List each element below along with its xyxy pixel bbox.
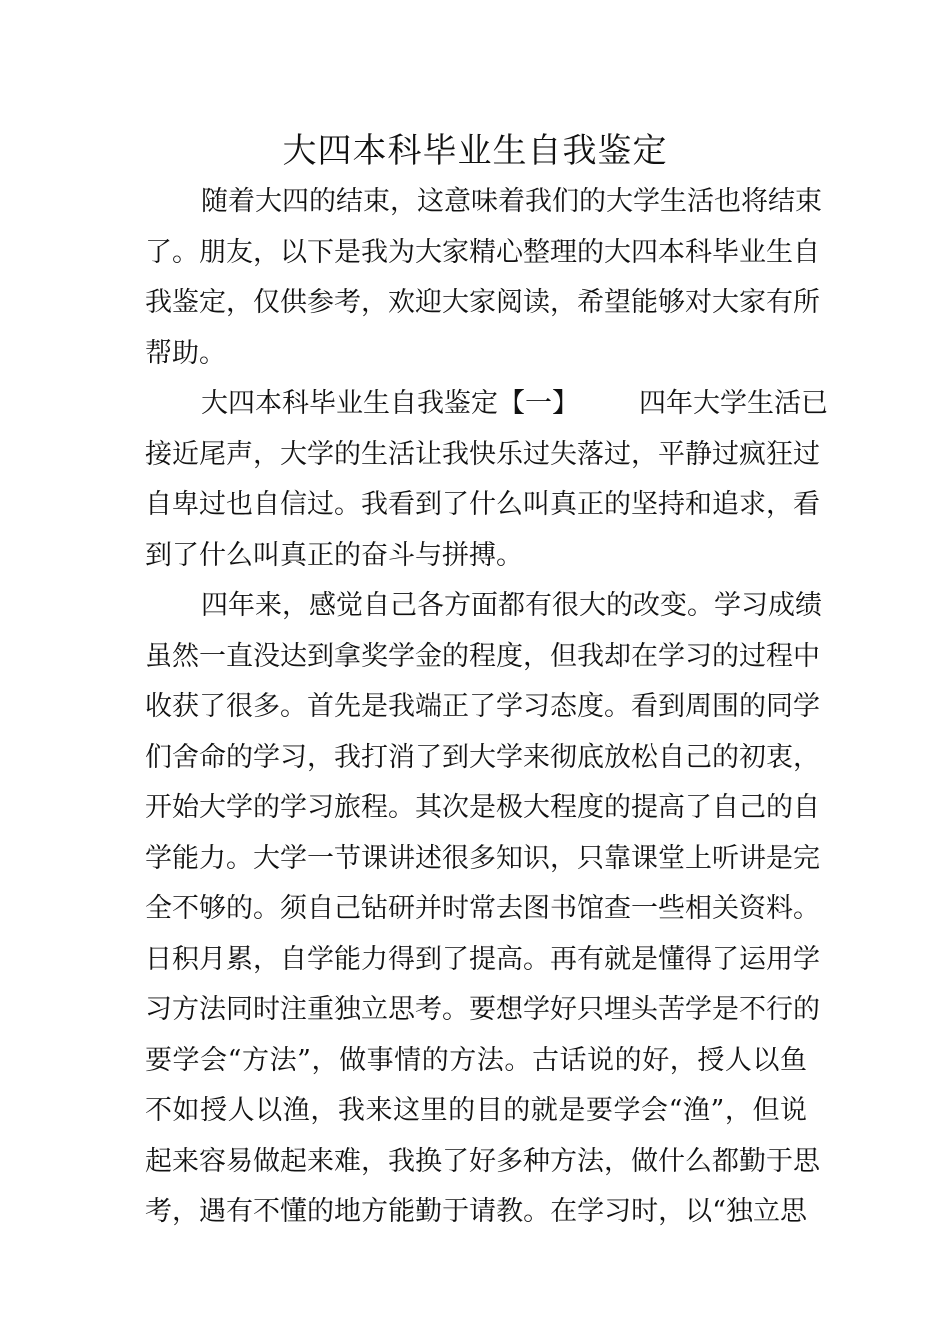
document-title: 大四本科毕业生自我鉴定 [282,131,668,171]
paragraph-2-line-3: 自卑过也自信过。我看到了什么叫真正的坚持和追求，看 [145,489,820,520]
paragraph-1-line-4: 帮助。 [145,337,226,369]
paragraph-2-line-2: 接近尾声，大学的生活让我快乐过失落过，平静过疯狂过 [145,438,820,470]
paragraph-1-line-3: 我鉴定，仅供参考，欢迎大家阅读，希望能够对大家有所 [145,287,820,318]
paragraph-2-first-line-rest: 四年大学生活已 [639,388,828,419]
paragraph-3-line-8: 日积月累，自学能力得到了提高。再有就是懂得了运用学 [145,943,820,975]
paragraph-3-line-11: 不如授人以渔，我来这里的目的就是要学会“渔”，但说 [145,1095,807,1126]
paragraph-2-line-4: 到了什么叫真正的奋斗与拼搏。 [145,539,523,571]
paragraph-3-line-1: 四年来，感觉自己各方面都有很大的改变。学习成绩 [201,590,822,621]
section-heading-1: 大四本科毕业生自我鉴定【一】 [201,388,579,419]
paragraph-3-line-7: 全不够的。须自己钻研并时常去图书馆查一些相关资料。 [145,893,820,924]
paragraph-3-line-6: 学能力。大学一节课讲述很多知识，只靠课堂上听讲是完 [145,842,820,874]
paragraph-2-line-1 [145,379,828,430]
paragraph-1-line-1: 随着大四的结束，这意味着我们的大学生活也将结束 [201,186,822,217]
paragraph-3-line-5: 开始大学的学习旅程。其次是极大程度的提高了自己的自 [145,792,820,823]
paragraph-1-line-2: 了。朋友，以下是我为大家精心整理的大四本科毕业生自 [145,236,820,268]
document-body [145,177,828,1238]
paragraph-3-line-9: 习方法同时注重独立思考。要想学好只埋头苦学是不行的 [145,994,820,1025]
paragraph-3-line-10: 要学会“方法”，做事情的方法。古话说的好，授人以鱼 [145,1044,807,1076]
paragraph-3-line-2: 虽然一直没达到拿奖学金的程度，但我却在学习的过程中 [145,640,820,672]
paragraph-3-line-12: 起来容易做起来难，我换了好多种方法，做什么都勤于思 [145,1145,820,1177]
paragraph-3-line-13: 考，遇有不懂的地方能勤于请教。在学习时，以“独立思 [145,1196,807,1227]
paragraph-3-line-4: 们舍命的学习，我打消了到大学来彻底放松自己的初衷， [145,741,820,773]
paragraph-3-line-3: 收获了很多。首先是我端正了学习态度。看到周围的同学 [145,691,820,722]
